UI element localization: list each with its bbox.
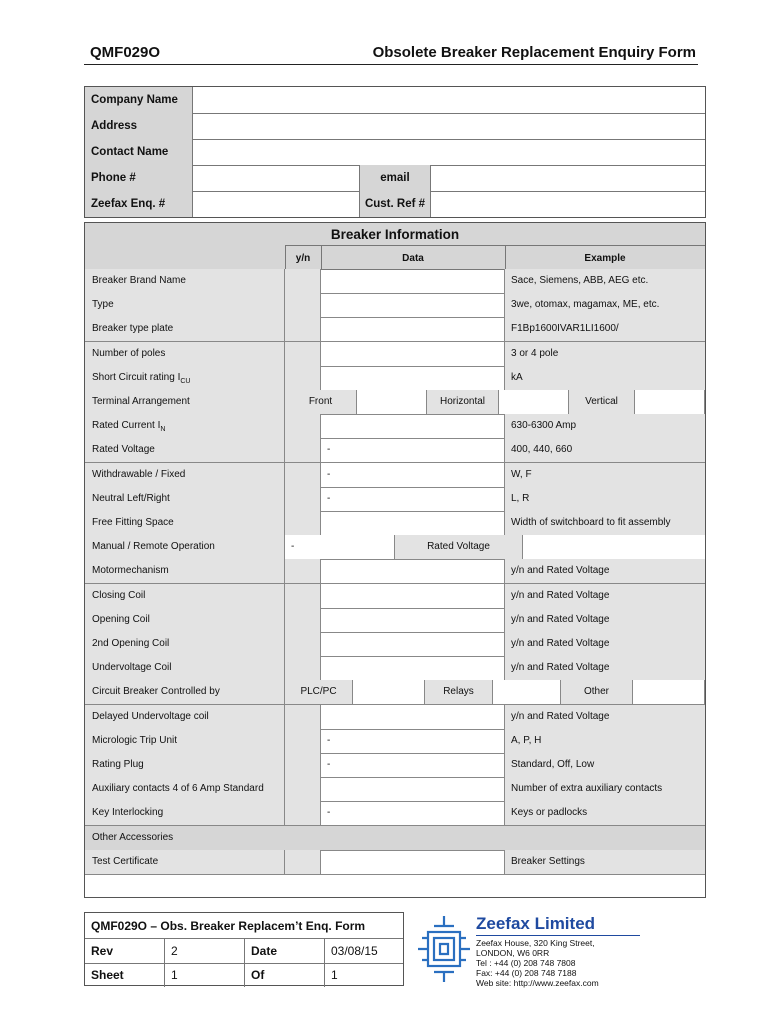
table-row — [85, 269, 705, 294]
row-label-2nd-opening-coil: 2nd Opening Coil — [85, 632, 285, 656]
company-fax: Fax: +44 (0) 208 748 7188 — [476, 968, 577, 978]
data-input[interactable] — [321, 414, 505, 438]
contact-name-label: Contact Name — [85, 139, 193, 165]
manual-remote-input[interactable]: - — [285, 535, 395, 559]
data-input[interactable]: - — [321, 753, 505, 777]
example-text: y/n and Rated Voltage — [505, 632, 705, 656]
row-label-short-circuit-rating-i: Short Circuit rating $I_{CU}$ — [85, 366, 285, 390]
company-web[interactable]: Web site: http://www.zeefax.com — [476, 978, 599, 988]
page-header — [84, 42, 698, 65]
company-tel: Tel : +44 (0) 208 748 7808 — [476, 958, 576, 968]
table-row — [85, 390, 705, 415]
data-input[interactable]: - — [321, 463, 505, 487]
example-text: 3we, otomax, magamax, ME, etc. — [505, 293, 705, 317]
yn-input[interactable] — [285, 438, 321, 462]
example-text: Sace, Siemens, ABB, AEG etc. — [505, 269, 705, 293]
table-row — [85, 850, 705, 875]
date-label: Date — [245, 939, 325, 963]
data-input[interactable] — [321, 632, 505, 656]
row-label-opening-coil: Opening Coil — [85, 608, 285, 632]
table-row — [85, 777, 705, 802]
yn-input[interactable] — [285, 632, 321, 656]
example-text: y/n and Rated Voltage — [505, 656, 705, 680]
blank-row[interactable] — [85, 874, 705, 896]
yn-input[interactable] — [285, 801, 321, 825]
phone-row — [85, 165, 705, 192]
row-label-motormechanism: Motormechanism — [85, 559, 285, 583]
example-text: Keys or padlocks — [505, 801, 705, 825]
front-input[interactable] — [357, 390, 427, 414]
yn-input[interactable] — [285, 487, 321, 511]
yn-input[interactable] — [285, 293, 321, 317]
table-row — [85, 559, 705, 584]
relays-input[interactable] — [493, 680, 561, 704]
table-row — [85, 366, 705, 391]
example-text: kA — [505, 366, 705, 390]
data-input[interactable]: - — [321, 487, 505, 511]
sheet-label: Sheet — [85, 963, 165, 987]
yn-input[interactable] — [285, 777, 321, 801]
row-label-key-interlocking: Key Interlocking — [85, 801, 285, 825]
table-row — [85, 293, 705, 318]
form-info-box — [84, 912, 404, 986]
example-text: A, P, H — [505, 729, 705, 753]
table-row — [85, 317, 705, 342]
table-row — [85, 584, 705, 609]
table-row — [85, 753, 705, 778]
row-label-other-accessories: Other Accessories — [85, 826, 705, 850]
other-label: Other — [561, 680, 633, 704]
example-text: Width of switchboard to fit assembly — [505, 511, 705, 535]
sheet-row — [85, 963, 403, 987]
cust-ref-input[interactable] — [431, 191, 705, 217]
example-text: 400, 440, 660 — [505, 438, 705, 462]
data-input[interactable] — [321, 850, 505, 874]
rev-label: Rev — [85, 939, 165, 963]
data-input[interactable] — [321, 342, 505, 366]
phone-label: Phone # — [85, 165, 193, 191]
address-input[interactable] — [193, 113, 705, 139]
yn-input[interactable] — [285, 559, 321, 583]
row-label-rated-voltage: Rated Voltage — [85, 438, 285, 462]
yn-input[interactable] — [285, 729, 321, 753]
data-input[interactable]: - — [321, 438, 505, 462]
row-label-terminal-arrangement: Terminal Arrangement — [85, 390, 285, 414]
data-input[interactable] — [321, 511, 505, 535]
phone-input[interactable] — [193, 165, 359, 191]
table-row — [85, 801, 705, 826]
company-name-label: Company Name — [85, 87, 193, 113]
yn-input[interactable] — [285, 317, 321, 341]
email-label: email — [359, 165, 431, 191]
col-data-header: Data — [402, 253, 424, 264]
example-text: y/n and Rated Voltage — [505, 584, 705, 608]
table-row — [85, 511, 705, 536]
data-input[interactable] — [321, 608, 505, 632]
table-row — [85, 705, 705, 730]
table-row — [85, 535, 705, 560]
table-row — [85, 414, 705, 439]
relays-label: Relays — [425, 680, 493, 704]
zeefax-enq-label: Zeefax Enq. # — [85, 191, 193, 217]
table-row — [85, 487, 705, 512]
table-row — [85, 608, 705, 633]
example-text: y/n and Rated Voltage — [505, 608, 705, 632]
table-row — [85, 342, 705, 367]
email-input[interactable] — [431, 165, 705, 191]
rated-voltage-label: Rated Voltage — [395, 535, 523, 559]
example-text: y/n and Rated Voltage — [505, 705, 705, 729]
row-label-free-fitting-space: Free Fitting Space — [85, 511, 285, 535]
row-label-breaker-brand-name: Breaker Brand Name — [85, 269, 285, 293]
yn-input[interactable] — [285, 608, 321, 632]
data-input[interactable] — [321, 777, 505, 801]
yn-input[interactable] — [285, 511, 321, 535]
data-input[interactable] — [321, 293, 505, 317]
row-label-breaker-type-plate: Breaker type plate — [85, 317, 285, 341]
table-row — [85, 680, 705, 705]
row-label-number-of-poles: Number of poles — [85, 342, 285, 366]
front-label: Front — [285, 390, 357, 414]
zeefax-logo-icon — [414, 912, 474, 986]
table-row — [85, 729, 705, 754]
example-text: 630-6300 Amp — [505, 414, 705, 438]
row-label-delayed-undervoltage-coil: Delayed Undervoltage coil — [85, 705, 285, 729]
footer-form-title: QMF029O – Obs. Breaker Replacem’t Enq. Form — [85, 913, 403, 939]
yn-input[interactable] — [285, 463, 321, 487]
example-text: Standard, Off, Low — [505, 753, 705, 777]
plc-input[interactable] — [353, 680, 425, 704]
row-label-micrologic-trip-unit: Micrologic Trip Unit — [85, 729, 285, 753]
company-name-row — [85, 87, 705, 114]
col-yn-header: y/n — [295, 253, 311, 264]
row-label-type: Type — [85, 293, 285, 317]
form-code: QMF029O — [90, 44, 161, 61]
row-label-manual-remote-operation: Manual / Remote Operation — [85, 535, 285, 559]
table-row — [85, 656, 705, 681]
row-label-rating-plug: Rating Plug — [85, 753, 285, 777]
yn-input[interactable] — [285, 656, 321, 680]
table-row — [85, 632, 705, 657]
data-input[interactable] — [321, 559, 505, 583]
example-text: Breaker Settings — [505, 850, 705, 874]
of-label: Of — [245, 963, 325, 987]
example-text: 3 or 4 pole — [505, 342, 705, 366]
row-label-circuit-breaker-controlled-by: Circuit Breaker Controlled by — [85, 680, 285, 704]
header-divider — [285, 245, 705, 246]
address-row — [85, 113, 705, 140]
example-text: F1Bp1600IVAR1LI1600/ — [505, 317, 705, 341]
vertical-input[interactable] — [635, 390, 705, 414]
data-input[interactable]: - — [321, 729, 505, 753]
contact-name-row — [85, 139, 705, 166]
contact-name-input[interactable] — [193, 139, 705, 165]
rated-voltage-input[interactable] — [523, 535, 705, 559]
zeefax-enq-input[interactable] — [193, 191, 359, 217]
company-name-input[interactable] — [193, 87, 705, 113]
enquiry-row — [85, 191, 705, 217]
col-example-header: Example — [584, 253, 626, 264]
other-input[interactable] — [633, 680, 705, 704]
row-label-auxiliary-contacts-4-of-6-amp-standard: Auxiliary contacts 4 of 6 Amp Standard — [85, 777, 285, 801]
page-title: Obsolete Breaker Replacement Enquiry Form — [372, 44, 696, 61]
vertical-label: Vertical — [569, 390, 635, 414]
row-label-withdrawable-fixed: Withdrawable / Fixed — [85, 463, 285, 487]
cust-ref-label: Cust. Ref # — [359, 191, 431, 217]
horizontal-input[interactable] — [499, 390, 569, 414]
company-address-1: Zeefax House, 320 King Street, — [476, 938, 595, 948]
data-input[interactable] — [321, 584, 505, 608]
yn-input[interactable] — [285, 850, 321, 874]
company-address-2: LONDON, W6 0RR — [476, 948, 550, 958]
example-text: Number of extra auxiliary contacts — [505, 777, 705, 801]
data-input[interactable] — [321, 269, 505, 293]
of-value: 1 — [331, 968, 338, 982]
yn-input[interactable] — [285, 269, 321, 293]
customer-info-table — [84, 86, 706, 218]
table-row — [85, 826, 705, 851]
data-input[interactable] — [321, 705, 505, 729]
page-footer — [84, 912, 698, 986]
yn-input[interactable] — [285, 705, 321, 729]
yn-input[interactable] — [285, 342, 321, 366]
plc-label: PLC/PC — [285, 680, 353, 704]
breaker-info-title: Breaker Information — [330, 227, 460, 242]
breaker-info-header — [85, 223, 705, 270]
data-input[interactable] — [321, 366, 505, 390]
row-label-rated-current-i: Rated Current $I_N$ — [85, 414, 285, 438]
yn-input[interactable] — [285, 584, 321, 608]
yn-input[interactable] — [285, 753, 321, 777]
yn-input[interactable] — [285, 414, 321, 438]
sheet-value: 1 — [165, 963, 245, 987]
data-input[interactable]: - — [321, 801, 505, 825]
row-label-test-certificate: Test Certificate — [85, 850, 285, 874]
row-label-neutral-left-right: Neutral Left/Right — [85, 487, 285, 511]
table-row — [85, 463, 705, 488]
rev-row — [85, 939, 403, 964]
company-block — [476, 914, 698, 988]
row-label-closing-coil: Closing Coil — [85, 584, 285, 608]
breaker-info-table — [84, 222, 706, 898]
horizontal-label: Horizontal — [427, 390, 499, 414]
example-text: W, F — [505, 463, 705, 487]
yn-input[interactable] — [285, 366, 321, 390]
data-input[interactable] — [321, 656, 505, 680]
rev-value: 2 — [165, 939, 245, 963]
example-text: y/n and Rated Voltage — [505, 559, 705, 583]
table-row — [85, 438, 705, 463]
example-text: L, R — [505, 487, 705, 511]
data-input[interactable] — [321, 317, 505, 341]
date-value: 03/08/15 — [331, 944, 378, 958]
address-label: Address — [85, 113, 193, 139]
company-name: Zeefax Limited — [476, 914, 640, 936]
row-label-undervoltage-coil: Undervoltage Coil — [85, 656, 285, 680]
